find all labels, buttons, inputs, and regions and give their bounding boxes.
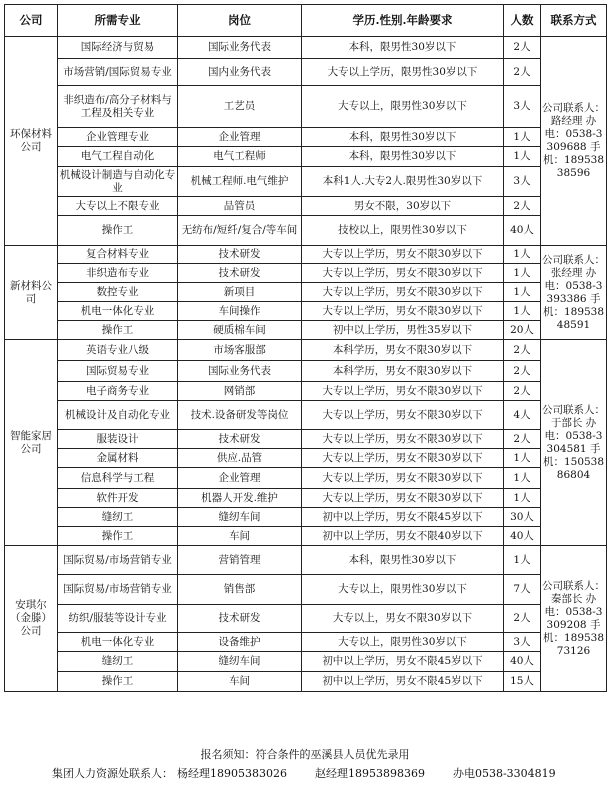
major-cell: 非织造布专业 [58,264,178,283]
requirement-cell: 本科学历，男女不限30岁以下 [302,361,504,382]
post-cell: 硬质棉车间 [178,321,302,340]
count-cell: 2人 [504,382,541,401]
company-cell: 环保材料公司 [5,37,58,246]
company-cell: 智能家居公司 [5,340,58,546]
major-cell: 机电一体化专业 [58,302,178,321]
requirement-cell: 大专以上学历，男女不限30岁以下 [302,401,504,430]
contact-cell: 公司联系人：秦部长 办电：0538-3309208 手机：18953873126 [541,546,607,692]
count-cell: 1人 [504,264,541,283]
count-cell: 20人 [504,321,541,340]
post-cell: 市场客服部 [178,340,302,361]
table-row [5,449,607,468]
major-cell: 国际经济与贸易 [58,37,178,59]
post-cell: 机械工程师.电气维护 [178,167,302,197]
count-cell: 40人 [504,527,541,546]
post-cell: 国际业务代表 [178,361,302,382]
post-cell: 企业管理 [178,468,302,489]
requirement-cell: 大专以上学历，男女不限30岁以下 [302,264,504,283]
count-cell: 2人 [504,605,541,633]
major-cell: 数控专业 [58,283,178,302]
table-row [5,302,607,321]
count-cell: 1人 [504,283,541,302]
footer-contacts [52,765,584,782]
major-cell: 非织造布/高分子材料与工程及相关专业 [58,86,178,128]
count-cell: 4人 [504,401,541,430]
table-row [5,216,607,246]
major-cell: 软件开发 [58,489,178,508]
requirement-cell: 大专以上学历，男女不限30岁以下 [302,302,504,321]
requirement-cell: 大专以上学历，男女不限30岁以下 [302,430,504,449]
header-count: 人数 [504,5,541,37]
requirement-cell: 大专以上，限男性30岁以下 [302,633,504,652]
footer-notice: 报名须知：符合条件的巫溪县人员优先录用 [200,748,410,761]
requirement-cell: 本科1人.大专2人.限男性30岁以下 [302,167,504,197]
major-cell: 复合材料专业 [58,246,178,264]
major-cell: 机电一体化专业 [58,633,178,652]
major-cell: 国际贸易/市场营销专业 [58,546,178,575]
requirement-cell: 本科，限男性30岁以下 [302,37,504,59]
post-cell: 供应.品管 [178,449,302,468]
requirement-cell: 大专以上学历，男女不限30岁以下 [302,283,504,302]
major-cell: 电气工程自动化 [58,147,178,167]
footer-contact-zhao: 赵经理18953898369 [314,767,425,780]
count-cell: 1人 [504,449,541,468]
post-cell: 车间 [178,672,302,692]
count-cell: 40人 [504,216,541,246]
table-row [5,401,607,430]
requirement-cell: 初中以上学历，男女不限40岁以下 [302,527,504,546]
major-cell: 操作工 [58,321,178,340]
major-cell: 金属材料 [58,449,178,468]
table-row [5,361,607,382]
table-row [5,672,607,692]
major-cell: 纺织/服装等设计专业 [58,605,178,633]
count-cell: 1人 [504,128,541,147]
post-cell: 电气工程师 [178,147,302,167]
footer [4,737,606,795]
contact-cell: 公司联系人：于部长 办电：0538-3304581 手机：15053886804 [541,340,607,546]
footer-contact-yang: 杨经理18905383026 [177,767,287,780]
table-row [5,430,607,449]
post-cell: 设备维护 [178,633,302,652]
table-row [5,527,607,546]
job-table [4,4,607,692]
table-row [5,128,607,147]
table-body [5,37,607,692]
major-cell: 国际贸易/市场营销专业 [58,575,178,605]
table-row [5,382,607,401]
table-row [5,605,607,633]
count-cell: 30人 [504,508,541,527]
header-post: 岗位 [178,5,302,37]
requirement-cell: 本科，限男性30岁以下 [302,128,504,147]
count-cell: 2人 [504,59,541,86]
post-cell: 技术研发 [178,246,302,264]
requirement-cell: 初中以上学历，男女不限45岁以下 [302,652,504,672]
count-cell: 3人 [504,167,541,197]
post-cell: 营销管理 [178,546,302,575]
post-cell: 车间 [178,527,302,546]
header-contact: 联系方式 [541,5,607,37]
post-cell: 技术研发 [178,605,302,633]
contact-cell: 公司联系人：张经理 办电：0538-3393386 手机：18953848591 [541,246,607,340]
header-requirement: 学历.性别.年龄要求 [302,5,504,37]
requirement-cell: 初中以上学历，男性35岁以下 [302,321,504,340]
table-row [5,37,607,59]
post-cell: 缝纫车间 [178,652,302,672]
count-cell: 40人 [504,652,541,672]
post-cell: 缝纫车间 [178,508,302,527]
header-row [5,5,607,37]
post-cell: 技术.设备研发等岗位 [178,401,302,430]
count-cell: 15人 [504,672,541,692]
post-cell: 国际业务代表 [178,37,302,59]
major-cell: 大专以上不限专业 [58,197,178,216]
major-cell: 企业管理专业 [58,128,178,147]
requirement-cell: 大专以上学历，男女不限30岁以下 [302,468,504,489]
requirement-cell: 本科，限男性30岁以下 [302,546,504,575]
count-cell: 3人 [504,86,541,128]
footer-office-phone: 办电0538-3304819 [452,767,556,780]
post-cell: 技术研发 [178,430,302,449]
requirement-cell: 男女不限，30岁以下 [302,197,504,216]
table-row [5,147,607,167]
requirement-cell: 大专以上学历，男女不限30岁以下 [302,449,504,468]
table-row [5,575,607,605]
table-row [5,633,607,652]
major-cell: 缝纫工 [58,652,178,672]
post-cell: 企业管理 [178,128,302,147]
table-row [5,197,607,216]
major-cell: 机械设计及自动化专业 [58,401,178,430]
count-cell: 1人 [504,246,541,264]
count-cell: 2人 [504,361,541,382]
count-cell: 1人 [504,147,541,167]
company-cell: 新材料公司 [5,246,58,340]
requirement-cell: 大专以上学历，男女不限30岁以下 [302,246,504,264]
requirement-cell: 大专以上，男女不限30岁以下 [302,605,504,633]
table-row [5,264,607,283]
major-cell: 电子商务专业 [58,382,178,401]
requirement-cell: 初中以上学历，男女不限45岁以下 [302,508,504,527]
count-cell: 1人 [504,546,541,575]
table-row [5,59,607,86]
post-cell: 技术研发 [178,264,302,283]
major-cell: 国际贸易专业 [58,361,178,382]
requirement-cell: 初中以上学历，男女不限45岁以下 [302,672,504,692]
post-cell: 国内业务代表 [178,59,302,86]
post-cell: 网销部 [178,382,302,401]
requirement-cell: 大专以上学历，男女不限30岁以下 [302,382,504,401]
post-cell: 品管员 [178,197,302,216]
major-cell: 信息科学与工程 [58,468,178,489]
requirement-cell: 大专以上，限男性30岁以下 [302,575,504,605]
count-cell: 1人 [504,468,541,489]
requirement-cell: 技校以上，限男性30岁以下 [302,216,504,246]
requirement-cell: 本科，限男性30岁以下 [302,147,504,167]
post-cell: 机器人开发.维护 [178,489,302,508]
post-cell: 新项目 [178,283,302,302]
major-cell: 操作工 [58,527,178,546]
requirement-cell: 大专以上，限男性30岁以下 [302,86,504,128]
table-row [5,86,607,128]
table-row [5,283,607,302]
footer-contact-label: 集团人力资源处联系人： [52,767,173,780]
count-cell: 1人 [504,302,541,321]
count-cell: 7人 [504,575,541,605]
major-cell: 缝纫工 [58,508,178,527]
table-row [5,508,607,527]
major-cell: 英语专业八级 [58,340,178,361]
table-row [5,167,607,197]
post-cell: 销售部 [178,575,302,605]
count-cell: 2人 [504,37,541,59]
count-cell: 3人 [504,633,541,652]
table-row [5,489,607,508]
contact-cell: 公司联系人：路经理 办电：0538-3309688 手机：18953838596 [541,37,607,246]
major-cell: 操作工 [58,216,178,246]
header-company: 公司 [5,5,58,37]
post-cell: 车间操作 [178,302,302,321]
post-cell: 工艺员 [178,86,302,128]
header-major: 所需专业 [58,5,178,37]
table-row [5,652,607,672]
company-cell: 安琪尔（金滕）公司 [5,546,58,692]
table-row [5,468,607,489]
major-cell: 机械设计制造与自动化专业 [58,167,178,197]
requirement-cell: 大专以上学历，限男性30岁以下 [302,59,504,86]
count-cell: 2人 [504,197,541,216]
table-row [5,340,607,361]
major-cell: 市场营销/国际贸易专业 [58,59,178,86]
table-row [5,246,607,264]
count-cell: 1人 [504,489,541,508]
count-cell: 2人 [504,340,541,361]
table-row [5,546,607,575]
post-cell: 无纺布/短纤/复合/等车间 [178,216,302,246]
table-row [5,321,607,340]
requirement-cell: 大专以上学历，男女不限30岁以下 [302,489,504,508]
major-cell: 操作工 [58,672,178,692]
requirement-cell: 本科学历，男女不限30岁以下 [302,340,504,361]
major-cell: 服装设计 [58,430,178,449]
count-cell: 2人 [504,430,541,449]
